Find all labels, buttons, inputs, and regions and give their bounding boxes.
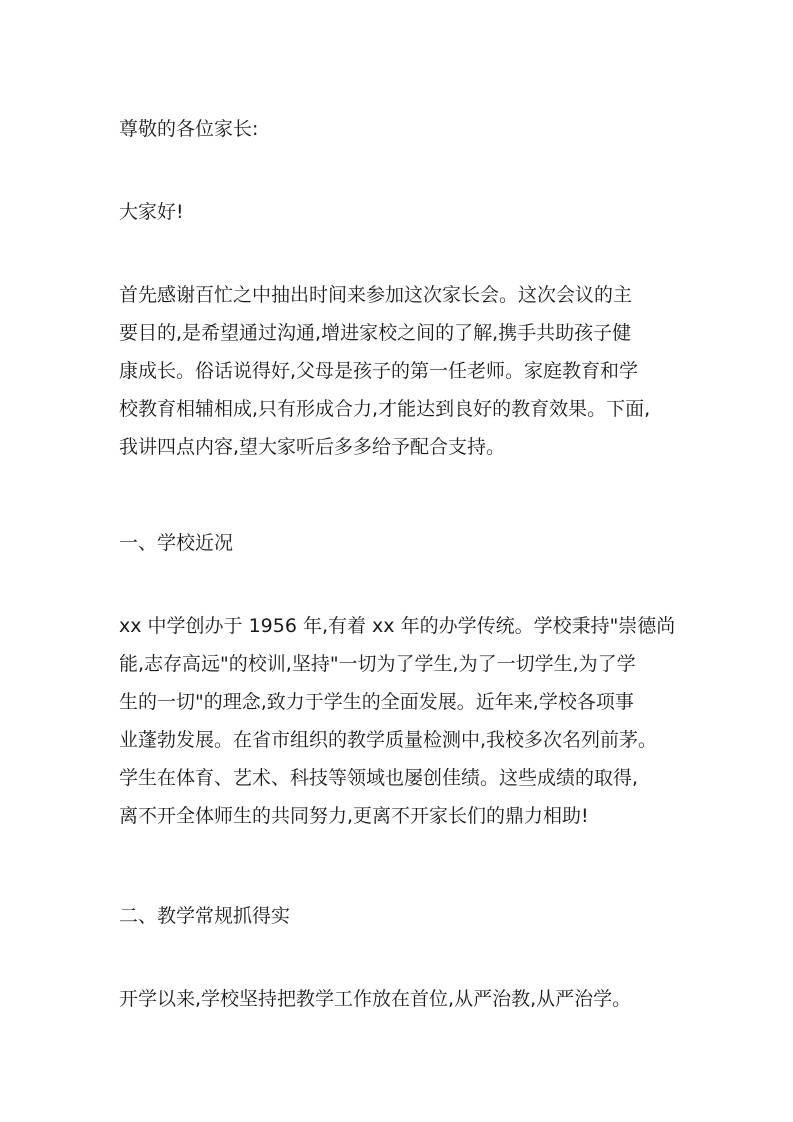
section-heading-text: 一、学校近况: [119, 532, 234, 554]
section-heading-text: 二、教学常规抓得实: [119, 905, 291, 927]
paragraph-line: 我讲四点内容,望大家听后多多给予配合支持。: [119, 436, 506, 458]
paragraph-line: 离不开全体师生的共同努力,更离不开家长们的鼎力相助!: [119, 805, 589, 827]
greeting-text: 大家好!: [119, 201, 184, 223]
section-2-paragraph: [119, 980, 684, 1018]
section-heading-1: [119, 524, 684, 562]
paragraph-line: 学生在体育、艺术、科技等领域也屡创佳绩。这些成绩的取得,: [119, 767, 639, 789]
paragraph-line: 首先感谢百忙之中抽出时间来参加这次家长会。这次会议的主: [119, 284, 633, 306]
paragraph-line: 校教育相辅相成,只有形成合力,才能达到良好的教育效果。下面,: [119, 398, 651, 420]
intro-paragraph: [119, 276, 684, 466]
section-heading-2: [119, 897, 684, 935]
section-1-paragraph: [119, 607, 684, 835]
greeting: [119, 193, 684, 231]
paragraph-line: xx 中学创办于 1956 年,有着 xx 年的办学传统。学校秉持"崇德尚: [119, 615, 676, 637]
paragraph-line: 生的一切"的理念,致力于学生的全面发展。近年来,学校各项事: [119, 691, 634, 713]
paragraph-line: 业蓬勃发展。在省市组织的教学质量检测中,我校多次名列前茅。: [119, 729, 658, 751]
paragraph-line: 能,志存高远"的校训,坚持"一切为了学生,为了一切学生,为了学: [119, 653, 636, 675]
paragraph-line: 康成长。俗话说得好,父母是孩子的第一任老师。家庭教育和学: [119, 360, 639, 382]
paragraph-line: 开学以来,学校坚持把教学工作放在首位,从严治教,从严治学。: [119, 988, 632, 1010]
paragraph-line: 要目的,是希望通过沟通,增进家校之间的了解,携手共助孩子健: [119, 322, 632, 344]
salutation: [119, 110, 684, 148]
salutation-text: 尊敬的各位家长:: [119, 118, 259, 140]
